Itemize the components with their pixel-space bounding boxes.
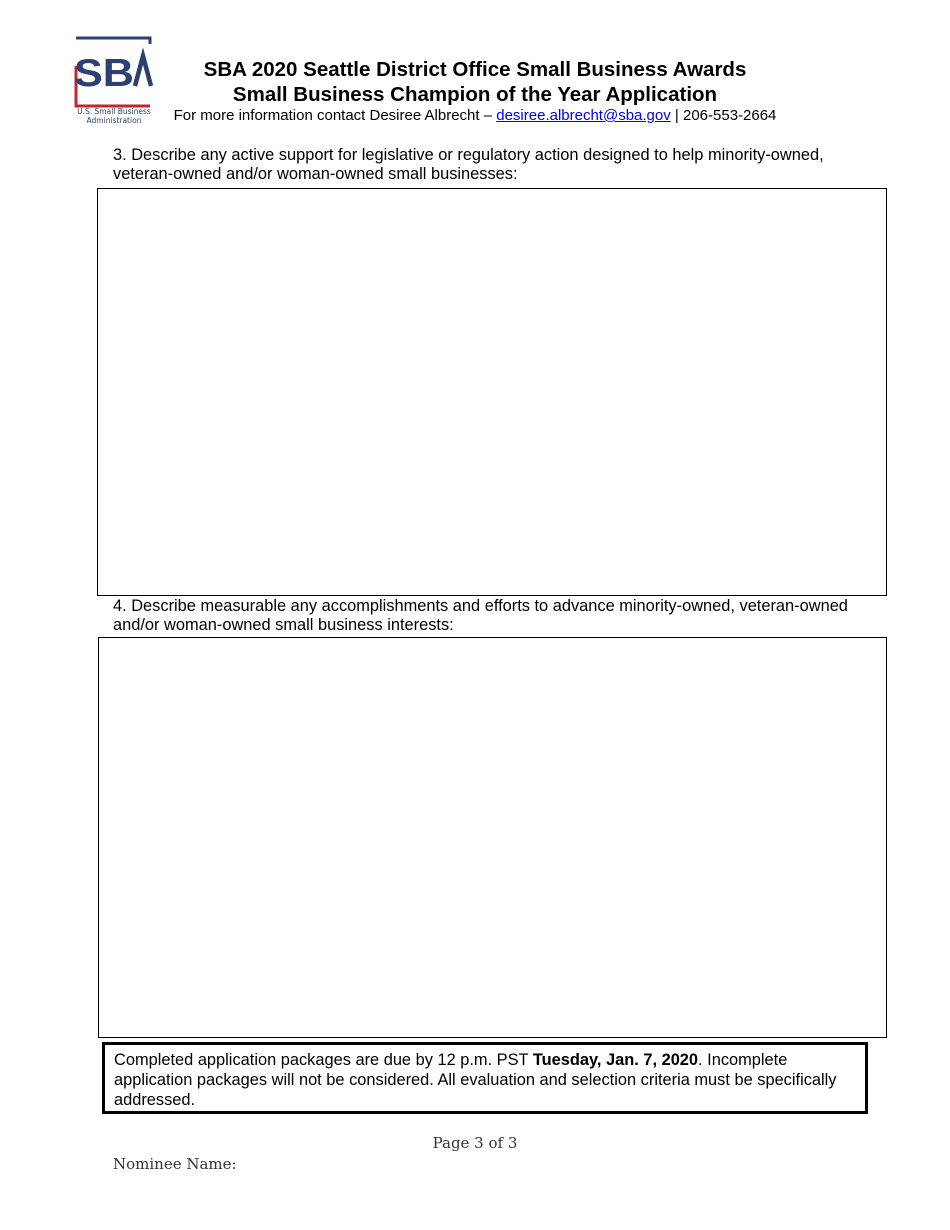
page-title: SBA 2020 Seattle District Office Small Business Awards xyxy=(203,58,747,81)
page-number: Page 3 of 3 xyxy=(432,1134,518,1152)
question-4-label: 4. Describe measurable any accomplishments and efforts to advance minority-owned, veteran-owned and/or woman-owned small business interests: xyxy=(113,597,848,634)
notice-text-after: . Incomplete application packages will not be considered. All evaluation and selection criteria must be specifically addressed. xyxy=(114,1051,837,1109)
deadline-notice xyxy=(102,1042,868,1114)
question-3-label: 3. Describe any active support for legislative or regulatory action designed to help minority-owned, veteran-owned and/or woman-owned small businesses: xyxy=(113,146,824,183)
contact-email-link[interactable]: desiree.albrecht@sba.gov xyxy=(496,107,671,124)
contact-prefix: For more information contact Desiree Albrecht – xyxy=(173,107,493,124)
notice-text-before: Completed application packages are due by 12 p.m. PST xyxy=(114,1051,533,1069)
notice-deadline-date: Tuesday, Jan. 7, 2020 xyxy=(532,1051,699,1069)
logo-subtitle-line2: Administration xyxy=(86,116,142,125)
logo-sb-text: SB xyxy=(74,52,134,95)
page-subtitle: Small Business Champion of the Year Application xyxy=(232,83,718,106)
nominee-name-label: Nominee Name: xyxy=(113,1155,237,1173)
question-3-answer-field[interactable] xyxy=(97,188,887,596)
question-4-answer-field[interactable] xyxy=(98,637,887,1038)
contact-line xyxy=(0,107,950,124)
contact-phone: | 206-553-2664 xyxy=(674,107,777,124)
logo-subtitle-line1: U.S. Small Business xyxy=(77,107,151,116)
